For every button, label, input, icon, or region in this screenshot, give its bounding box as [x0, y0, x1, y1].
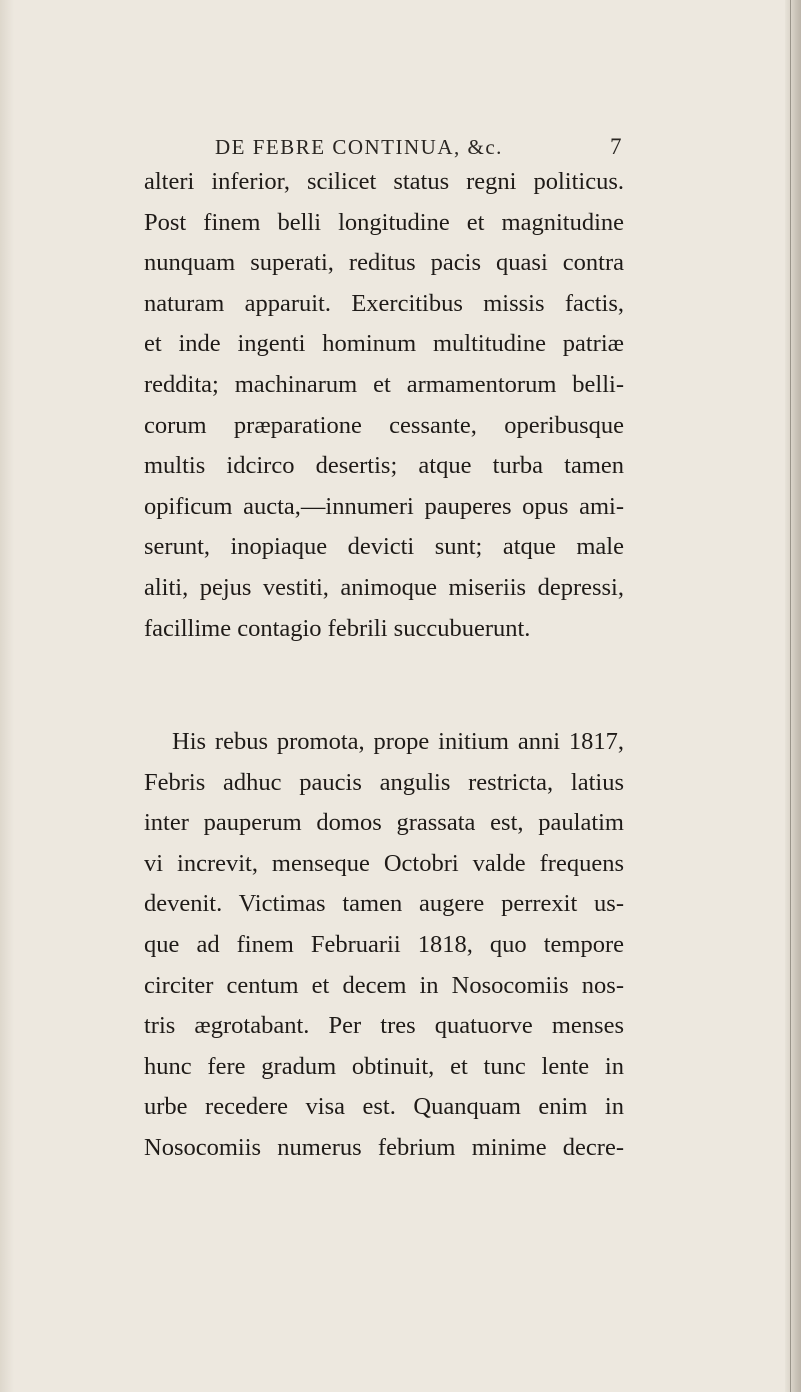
text-line: Febris adhuc paucis angulis restricta, latius	[144, 768, 624, 796]
text-line: reddita; machinarum et armamentorum belli-	[144, 370, 624, 398]
paragraph-2	[144, 722, 624, 1169]
text-line: vi increvit, menseque Octobri valde frequens	[144, 849, 624, 877]
text-line: hunc fere gradum obtinuit, et tunc lente in	[144, 1052, 624, 1080]
text-line: urbe recedere visa est. Quanquam enim in	[144, 1093, 624, 1121]
text-line: circiter centum et decem in Nosocomiis nos-	[144, 971, 624, 999]
page-edge-line	[790, 0, 791, 1392]
text-line: His rebus promota, prope initium anni 1817,	[172, 728, 624, 755]
running-head: DE FEBRE CONTINUA, &c.	[215, 135, 503, 159]
text-line: serunt, inopiaque devicti sunt; atque male	[144, 533, 624, 561]
text-line: Nosocomiis numerus febrium minime decre-	[144, 1133, 624, 1161]
text-line: que ad finem Februarii 1818, quo tempore	[144, 930, 624, 958]
paragraph-1	[144, 162, 624, 649]
text-line: et inde ingenti hominum multitudine patriæ	[144, 330, 624, 358]
text-line: naturam apparuit. Exercitibus missis factis,	[144, 289, 624, 317]
text-line: tris ægrotabant. Per tres quatuorve menses	[144, 1012, 624, 1040]
page-gutter-shadow	[0, 0, 14, 1392]
text-line: devenit. Victimas tamen augere perrexit us-	[144, 890, 624, 918]
text-line: corum præparatione cessante, operibusque	[144, 411, 624, 439]
page-edge	[785, 0, 801, 1392]
text-line: aliti, pejus vestiti, animoque miseriis depressi,	[144, 573, 624, 601]
page-number: 7	[610, 134, 622, 159]
text-line: alteri inferior, scilicet status regni politicus.	[144, 168, 624, 195]
text-line: opificum aucta,—innumeri pauperes opus ami-	[144, 492, 624, 520]
text-line: Post finem belli longitudine et magnitudine	[144, 208, 624, 236]
text-line: multis idcirco desertis; atque turba tamen	[144, 452, 624, 480]
text-line: inter pauperum domos grassata est, paulatim	[144, 809, 624, 837]
text-line: nunquam superati, reditus pacis quasi contra	[144, 249, 624, 277]
text-line: facillime contagio febrili succubuerunt.	[144, 614, 531, 642]
